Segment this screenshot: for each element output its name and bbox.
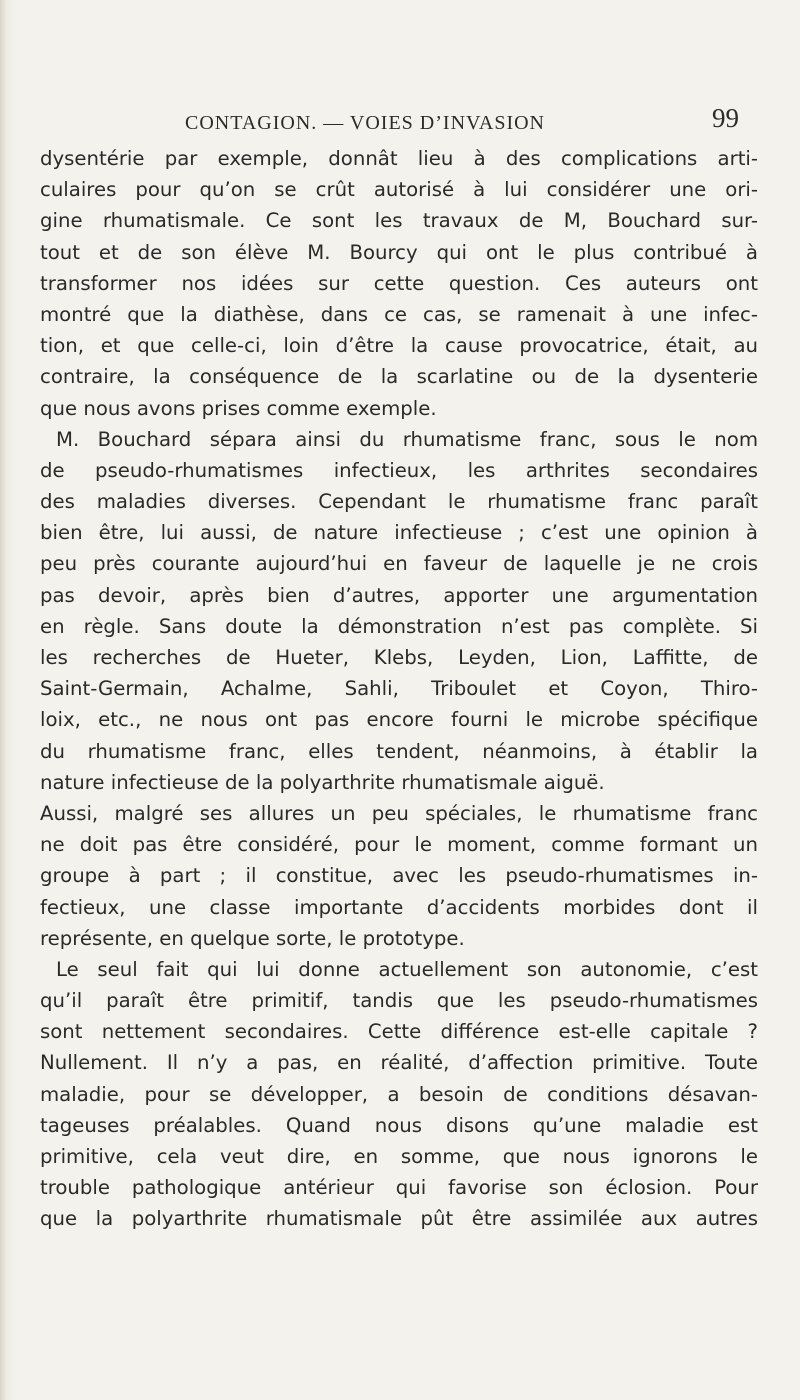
text-line: contraire, la conséquence de la scarlatine ou de la dysenterie <box>40 365 758 389</box>
text-line: en règle. Sans doute la démonstration n’est pas complète. Si <box>40 614 758 638</box>
text-line: les recherches de Hueter, Klebs, Leyden, Lion, Laffitte, de <box>40 646 758 669</box>
text-line: tion, et que celle-ci, loin d’être la cause provocatrice, était, au <box>40 334 758 358</box>
text-line: bien être, lui aussi, de nature infectieuse ; c’est une opinion à <box>40 521 758 545</box>
page-number: 99 <box>712 103 739 133</box>
text-line: transformer nos idées sur cette question. Ces auteurs ont <box>40 271 758 295</box>
text-line: de pseudo-rhumatismes infectieux, les arthrites secondaires <box>40 458 758 482</box>
text-line: nature infectieuse de la polyarthrite rhumatismale aiguë. <box>40 770 605 794</box>
running-head: CONTAGION. — VOIES D’INVASION <box>185 112 545 134</box>
body-text <box>40 143 758 1235</box>
text-line: que la polyarthrite rhumatismale pût être assimilée aux autres <box>40 1207 758 1231</box>
text-line: pas devoir, après bien d’autres, apporter une argumentation <box>40 583 758 607</box>
text-line: tout et de son élève M. Bourcy qui ont le plus contribué à <box>40 240 758 264</box>
text-line: tageuses préalables. Quand nous disons qu’une maladie est <box>40 1113 758 1137</box>
text-line: loix, etc., ne nous ont pas encore fourni le microbe spécifique <box>40 708 758 732</box>
text-line: ne doit pas être considéré, pour le moment, comme formant un <box>40 833 758 857</box>
paragraph-first-line: Le seul fait qui lui donne actuellement son autonomie, c’est <box>56 957 758 981</box>
text-line: Saint-Germain, Achalme, Sahli, Triboulet et Coyon, Thiro- <box>40 677 758 701</box>
text-line: trouble pathologique antérieur qui favorise son éclosion. Pour <box>40 1176 758 1200</box>
text-line: peu près courante aujourd’hui en faveur de laquelle je ne crois <box>40 552 758 576</box>
text-line: maladie, pour se développer, a besoin de conditions désavan- <box>40 1082 758 1106</box>
text-line: gine rhumatismale. Ce sont les travaux de M, Bouchard sur- <box>40 209 758 233</box>
text-line: Aussi, malgré ses allures un peu spéciales, le rhumatisme franc <box>40 801 758 825</box>
text-line: culaires pour qu’on se crût autorisé à lui considérer une ori- <box>40 178 758 202</box>
text-line: fectieux, une classe importante d’accidents morbides dont il <box>40 895 758 919</box>
paragraph-last-line: représente, en quelque sorte, le prototype. <box>40 926 465 950</box>
text-line: montré que la diathèse, dans ce cas, se ramenait à une infec- <box>40 302 758 326</box>
page-binding-edge <box>0 0 14 1400</box>
paragraph-first-line: M. Bouchard sépara ainsi du rhumatisme franc, sous le nom <box>56 427 758 451</box>
text-line: du rhumatisme franc, elles tendent, néanmoins, à établir la <box>40 739 758 763</box>
text-line: des maladies diverses. Cependant le rhumatisme franc paraît <box>40 490 758 514</box>
text-line: primitive, cela veut dire, en somme, que nous ignorons le <box>40 1145 758 1168</box>
text-line: qu’il paraît être primitif, tandis que les pseudo-rhumatismes <box>40 989 758 1013</box>
text-line: groupe à part ; il constitue, avec les pseudo-rhumatismes in- <box>40 864 758 888</box>
paragraph-last-line: que nous avons prises comme exemple. <box>40 396 437 420</box>
text-line: sont nettement secondaires. Cette différence est-elle capitale ? <box>40 1020 758 1044</box>
text-line: Nullement. Il n’y a pas, en réalité, d’affection primitive. Toute <box>40 1051 758 1075</box>
page-header <box>0 103 800 143</box>
text-line: dysentérie par exemple, donnât lieu à des complications arti- <box>40 147 758 170</box>
